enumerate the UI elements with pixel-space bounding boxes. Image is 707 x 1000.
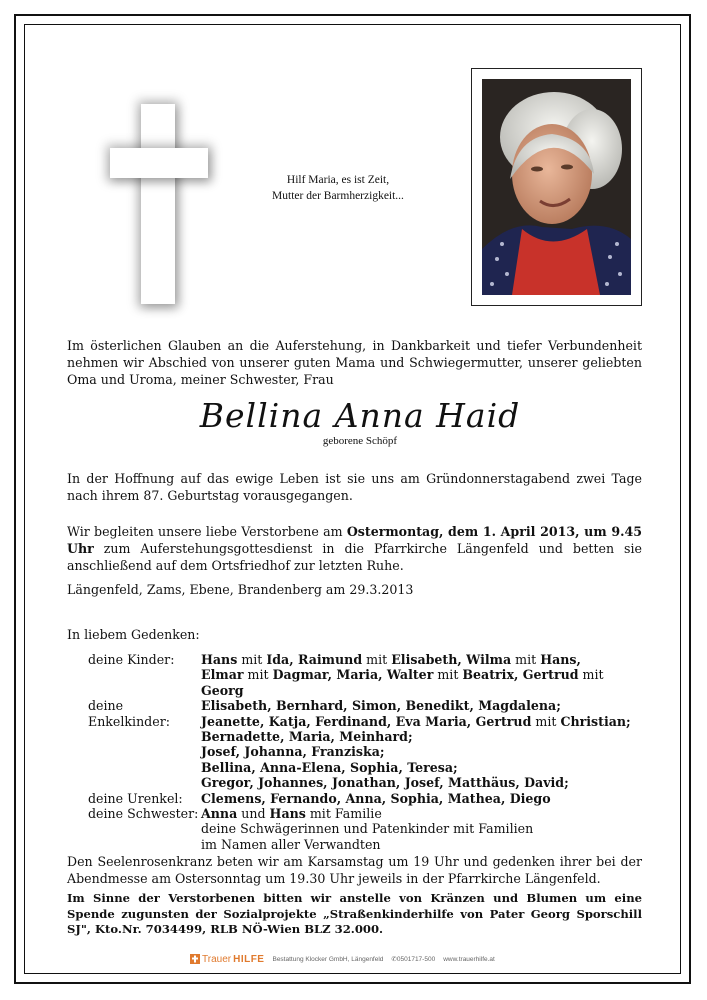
grandchildren-label: deine Enkelkinder: (88, 698, 170, 729)
funeral-date: Ostermontag, dem 1. April 2013, um 9.45 Uhr (67, 524, 642, 556)
memory-title: In liebem Gedenken: (67, 627, 200, 642)
children-label: deine Kinder: (88, 652, 175, 667)
children-names: Hans mit Ida, Raimund mit Elisabeth, Wilma mit Hans, Elmar mit Dagmar, Maria, Walter mit Beatrix, Gertrud mit Georg (201, 652, 604, 698)
great-grandchildren-label: deine Urenkel: (88, 790, 183, 806)
logo-text-trauer: Trauer (202, 953, 232, 965)
footer (190, 952, 530, 966)
donation-text: Im Sinne der Verstorbenen bitten wir anstelle von Kränzen und Blumen um eine Spende zugunsten der Sozialprojekte „Straßenkinderhilfe von Pater Georg Sporschill SJ", Kto.Nr. 7034499, RLB NÖ-Wien BLZ 32.000. (67, 891, 642, 936)
rosary-text: Den Seelenrosenkranz beten wir am Karsamstag um 19 Uhr und gedenken ihrer bei der Abendmesse am Ostersonntag um 19.30 Uhr jeweils in der Pfarrkirche Längenfeld. (67, 854, 642, 886)
footer-web[interactable]: www.trauerhilfe.at (443, 955, 495, 963)
hope-text: In der Hoffnung auf das ewige Leben ist sie uns am Gründonnerstagabend zwei Tage nach ihrem 87. Geburtstag vorausgegangen. (67, 471, 642, 503)
deceased-name: Bellina Anna Haid (199, 396, 521, 435)
logo-mark-icon (190, 954, 200, 964)
prayer-quote (248, 172, 428, 204)
portrait-photo (482, 79, 631, 295)
quote-line-2: Mutter der Barmherzigkeit... (272, 190, 404, 202)
cross-icon (104, 100, 214, 310)
footer-company: Bestattung Klocker GmbH, Längenfeld (272, 955, 384, 963)
siblings-names: Anna und Hans mit Familie deine Schwägerinnen und Patenkinder mit Familien im Namen aller Verwandten (201, 806, 534, 852)
intro-text: Im österlichen Glauben an die Auferstehung, in Dankbarkeit und tiefer Verbundenheit nehmen wir Abschied von unserer guten Mama und Schwiegermutter, unserer geliebten Oma und Uroma, meiner Schwester, Frau (67, 338, 642, 387)
great-grandchildren-names: Clemens, Fernando, Anna, Sophia, Mathea, Diego (201, 790, 551, 806)
portrait-frame (471, 68, 642, 306)
footer-phone: ✆0501717-500 (391, 956, 436, 963)
family-list (88, 652, 648, 852)
siblings-label: deine Schwester: (88, 806, 199, 822)
family-row-great-grandchildren (88, 791, 648, 806)
trauerhilfe-logo (190, 954, 264, 965)
maiden-name: geborene Schöpf (322, 435, 398, 447)
family-row-grandchildren (88, 698, 648, 790)
family-row-children (88, 652, 648, 698)
family-row-siblings (88, 806, 648, 852)
place-date: Längenfeld, Zams, Ebene, Brandenberg am 29.3.2013 (67, 582, 414, 597)
funeral-text: Wir begleiten unsere liebe Verstorbene am Ostermontag, dem 1. April 2013, um 9.45 Uhr zum Auferstehungsgottesdienst in die Pfarrkirche Längenfeld und betten sie anschließend auf dem Ortsfriedhof zur letzten Ruhe. (67, 524, 642, 573)
logo-text-hilfe: HILFE (233, 953, 265, 965)
quote-line-1: Hilf Maria, es ist Zeit, (286, 174, 390, 186)
grandchildren-names: Elisabeth, Bernhard, Simon, Benedikt, Magdalena; Jeanette, Katja, Ferdinand, Eva Maria, Gertrud mit Christian; Bernadette, Maria, Meinhard; Josef, Johanna, Franziska; Bellina, Anna-Elena, Sophia, Teresa; Gregor, Johannes, Jonathan, Josef, Matthäus, David; (201, 698, 631, 791)
